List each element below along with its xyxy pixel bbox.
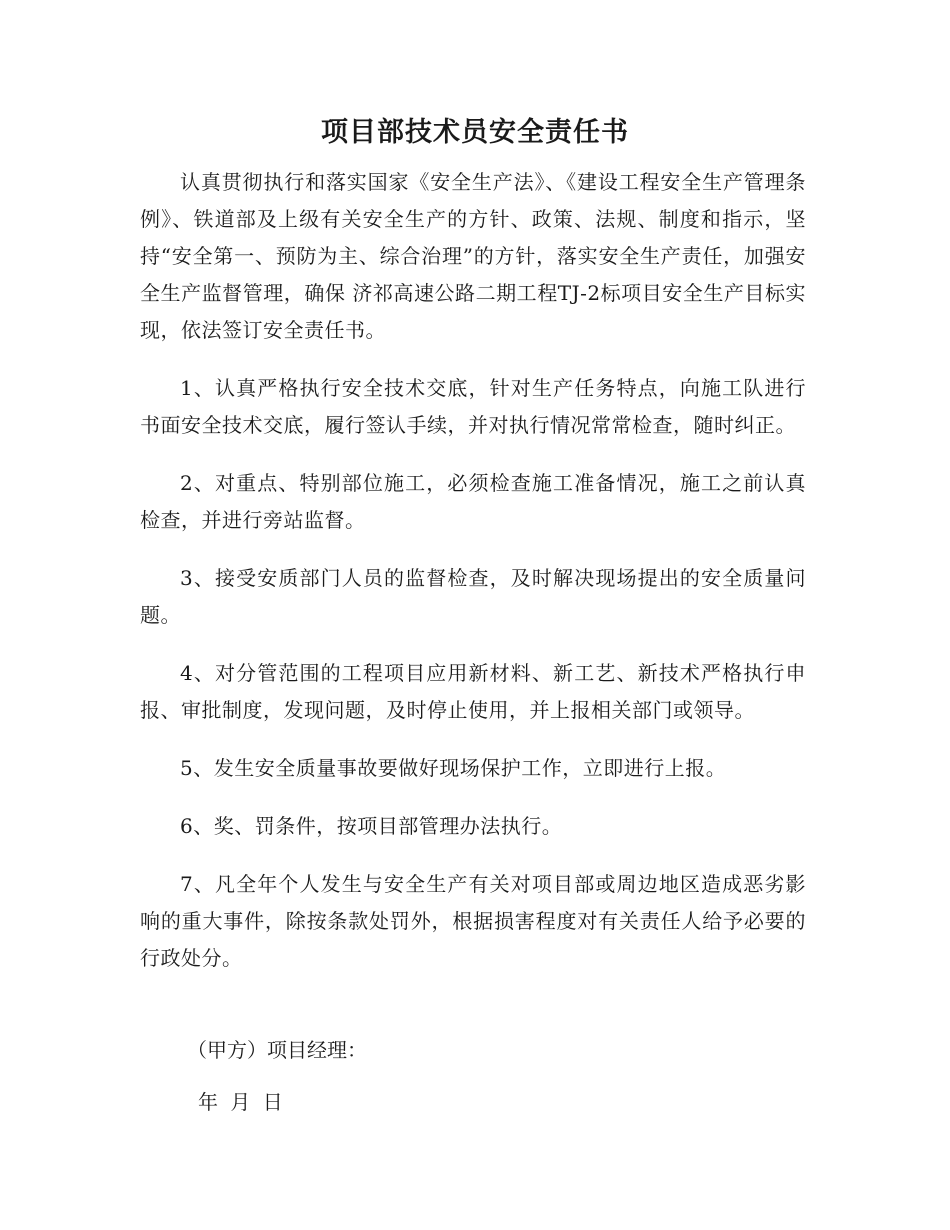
document-body	[140, 164, 806, 998]
document-title: 项目部技术员安全责任书	[321, 117, 629, 148]
clause-5: 5、发生安全质量事故要做好现场保护工作，立即进行上报。	[180, 756, 727, 780]
clause-2: 2、对重点、特别部位施工，必须检查施工准备情况，施工之前认真检查，并进行旁站监督。	[140, 471, 806, 532]
clause-6: 6、奖、罚条件，按项目部管理办法执行。	[180, 814, 563, 838]
clause-3: 3、接受安质部门人员的监督检查，及时解决现场提出的安全质量问题。	[140, 566, 806, 627]
clause-1: 1、认真严格执行安全技术交底，针对生产任务特点，向施工队进行书面安全技术交底，履行签认手续，并对执行情况常常检查，随时纠正。	[140, 376, 806, 437]
clause-7: 7、凡全年个人发生与安全生产有关对项目部或周边地区造成恶劣影响的重大事件，除按条款处罚外，根据损害程度对有关责任人给予必要的行政处分。	[140, 872, 806, 970]
date-line: 年 月 日	[198, 1090, 283, 1114]
intro-paragraph: 认真贯彻执行和落实国家《安全生产法》、《建设工程安全生产管理条例》、铁道部及上级有关安全生产的方针、政策、法规、制度和指示，坚持“安全第一、预防为主、综合治理”的方针，落实安全生产责任，加强安全生产监督管理，确保 济祁高速公路二期工程TJ-2标项目安全生产目标实现，依法签订安全责任书。	[140, 170, 806, 342]
clause-4: 4、对分管范围的工程项目应用新材料、新工艺、新技术严格执行申报、审批制度，发现问题，及时停止使用，并上报相关部门或领导。	[140, 661, 806, 722]
signature-line: （甲方）项目经理：	[187, 1038, 367, 1062]
